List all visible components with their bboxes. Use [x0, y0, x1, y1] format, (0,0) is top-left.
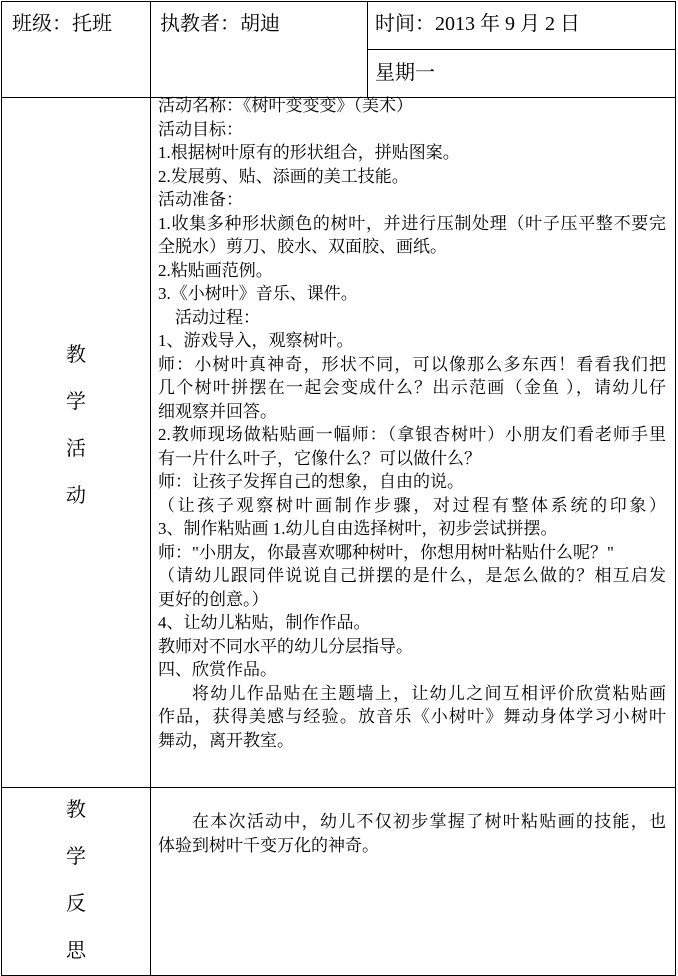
date-label: 时间：2013 年 9 月 2 日	[375, 13, 580, 35]
appreciation-line-2: 作品，获得美感与经验。放音乐《小树叶》舞动身体学习小树叶	[158, 707, 666, 726]
process-step-3-line-1: 师："小朋友，你最喜欢哪种树叶，你想用树叶粘贴什么呢？"	[158, 542, 614, 562]
preparation-3: 3.《小树叶》音乐、课件。	[158, 284, 358, 303]
process-step-3-heading: 3、制作粘贴画 1.幼儿自由选择树叶，初步尝试拼摆。	[158, 519, 558, 538]
reflection-line-2: 体验到树叶千变万化的神奇。	[158, 836, 379, 855]
objective-2: 2.发展剪、贴、添画的美工技能。	[158, 166, 409, 186]
reflection-section-label-cell	[1, 787, 151, 976]
preparation-1-line-1: 1.收集多种形状颜色的树叶，并进行压制处理（叶子压平整不要完	[158, 213, 666, 233]
process-step-1-line-1: 师：小树叶真神奇，形状不同，可以像那么多东西！看看我们把	[158, 354, 666, 374]
objective-1: 1.根据树叶原有的形状组合，拼贴图案。	[158, 143, 460, 162]
section-label-char: 反	[66, 893, 86, 915]
section-label-char: 学	[66, 391, 86, 413]
activity-title-line: 活动名称：《树叶变变变》（美术）	[158, 96, 413, 115]
process-step-3-line-2: （请幼儿跟同伴说说自己拼摆的是什么，是怎么做的？相互启发	[158, 566, 666, 585]
process-heading: 活动过程：	[175, 307, 260, 327]
section-label-char: 思	[66, 940, 86, 962]
preparation-heading: 活动准备：	[158, 190, 243, 209]
weekday-cell	[367, 49, 676, 98]
process-step-1-line-3: 细观察并回答。	[158, 401, 277, 421]
reflection-line-1: 在本次活动中，幼儿不仅初步掌握了树叶粘贴画的技能，也	[192, 812, 666, 831]
process-step-2-line-2: 有一片什么叶子，它像什么？可以做什么？	[158, 448, 481, 468]
reflection-content-cell	[150, 787, 676, 976]
class-label: 班级：托班	[12, 13, 112, 35]
activity-section-label-cell	[1, 97, 151, 788]
teacher-cell	[150, 1, 368, 98]
process-step-2-line-4: （让孩子观察树叶画制作步骤，对过程有整体系统的印象）	[158, 495, 666, 515]
process-step-2-line-3: 师：让孩子发挥自己的想象，自由的说。	[158, 472, 464, 491]
class-cell	[1, 1, 151, 98]
weekday-label: 星期一	[375, 62, 435, 84]
process-step-1-heading: 1、游戏导入，观察树叶。	[158, 331, 354, 350]
section-label-char: 活	[66, 438, 86, 460]
preparation-1-line-2: 全脱水）剪刀、胶水、双面胶、画纸。	[158, 237, 447, 256]
activity-section-label	[2, 332, 150, 520]
appreciation-line-1: 将幼儿作品贴在主题墙上，让幼儿之间互相评价欣赏粘贴画	[192, 683, 666, 703]
activity-content-cell	[150, 97, 676, 788]
section-label-char: 教	[66, 344, 86, 366]
reflection-content	[158, 810, 666, 858]
activity-content	[158, 94, 666, 752]
section-label-char: 动	[66, 485, 86, 507]
section-label-char: 学	[66, 846, 86, 868]
date-cell	[367, 1, 676, 50]
process-step-2-line-1: 2.教师现场做粘贴画一幅师：（拿银杏树叶）小朋友们看老师手里	[158, 425, 666, 444]
teacher-label: 执教者：胡迪	[160, 13, 280, 35]
process-step-3-line-3: 更好的创意。）	[158, 589, 269, 609]
section-label-char: 教	[66, 799, 86, 821]
appreciation-line-3: 舞动，离开教室。	[158, 730, 294, 750]
appreciation-heading: 四、欣赏作品。	[158, 660, 277, 679]
objectives-heading: 活动目标：	[158, 119, 243, 139]
process-step-4-line-1: 教师对不同水平的幼儿分层指导。	[158, 636, 413, 656]
process-step-1-line-2: 几个树叶拼摆在一起会变成什么？出示范画（金鱼 ），请幼儿仔	[158, 378, 666, 397]
reflection-section-label	[2, 787, 150, 975]
process-step-4-heading: 4、让幼儿粘贴，制作作品。	[158, 613, 371, 632]
preparation-2: 2.粘贴画范例。	[158, 260, 273, 280]
